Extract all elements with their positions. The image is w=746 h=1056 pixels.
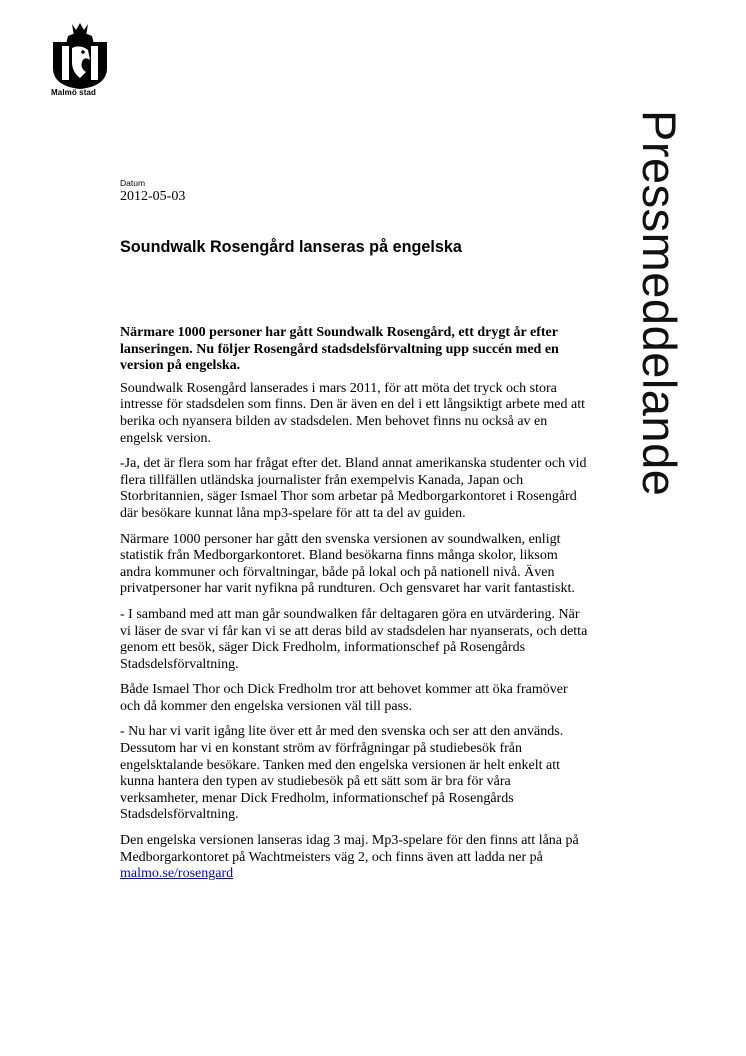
paragraph: Närmare 1000 personer har gått den svenska versionen av soundwalken, enligt statistik från Medborgarkontoret. Bland besökarna finns många skolor, liksom andra kommuner och förvaltningar, både på lokal och på nationell nivå. Även privatpersoner har varit nyfikna på rundturen. Och gensvaret har varit fantastiskt. xyxy=(120,531,575,597)
paragraph: Både Ismael Thor och Dick Fredholm tror att behovet kommer att öka framöver och då kommer den engelska versionen väl till pass. xyxy=(120,682,568,714)
closing-paragraph xyxy=(120,833,590,883)
paragraph: Soundwalk Rosengård lanserades i mars 2011, för att möta det tryck och stora intresse för stadsdelen som finns. Den är även en del i ett långsiktigt arbete med att berika och nyansera bilden av stadsdelen. Men behovet finns nu också av en engelsk version. xyxy=(120,380,585,446)
date-label: Datum xyxy=(120,178,146,188)
paragraph: -Ja, det är flera som har frågat efter det. Bland annat amerikanska studenter och vid flera tillfällen utländska journalister från exempelvis Kanada, Japan och Storbritannien, säger Ismael Thor som arbetar på Medborgarkontoret i Rosengård där besökare kunnat låna mp3-spelare för att ta del av guiden. xyxy=(120,456,587,521)
closing-text: Den engelska versionen lanseras idag 3 maj. Mp3-spelare för den finns att låna på Medborgarkontoret på Wachtmeisters väg 2, och finns även att ladda ner på xyxy=(120,833,579,865)
logo-caption: Malmö stad xyxy=(51,88,97,97)
paragraph: - I samband med att man går soundwalken får deltagaren göra en utvärdering. När vi läser de svar vi får kan vi se att deras bild av stadsdelen har nyanserats, och detta genom ett besök, säger Dick Fredholm, informationschef på Rosengårds Stadsdelsförvaltning. xyxy=(120,606,588,672)
article-body xyxy=(120,325,590,892)
headline: Soundwalk Rosengård lanseras på engelska xyxy=(120,238,462,256)
date-value: 2012-05-03 xyxy=(120,189,186,204)
coat-of-arms-icon xyxy=(50,22,110,90)
paragraph: - Nu har vi varit igång lite över ett år med den svenska och ser att den används. Dessutom har vi en konstant ström av förfrågningar på studiebesök från engelsktalande besökare. Tanken med den engelska versionen är helt enkelt att kunna hantera den typen av studiebesök på ett sätt som är bra för våra verksamheter, menar Dick Fredholm, informationschef på Rosengårds Stadsdelsförvaltning. xyxy=(120,724,564,823)
rosengard-link[interactable]: malmo.se/rosengard xyxy=(120,866,234,882)
lead-paragraph: Närmare 1000 personer har gått Soundwalk Rosengård, ett drygt år efter lanseringen. Nu följer Rosengård stadsdelsförvaltning upp succén med en version på engelska. xyxy=(120,325,559,374)
press-release-title: Pressmeddelande xyxy=(633,110,686,497)
